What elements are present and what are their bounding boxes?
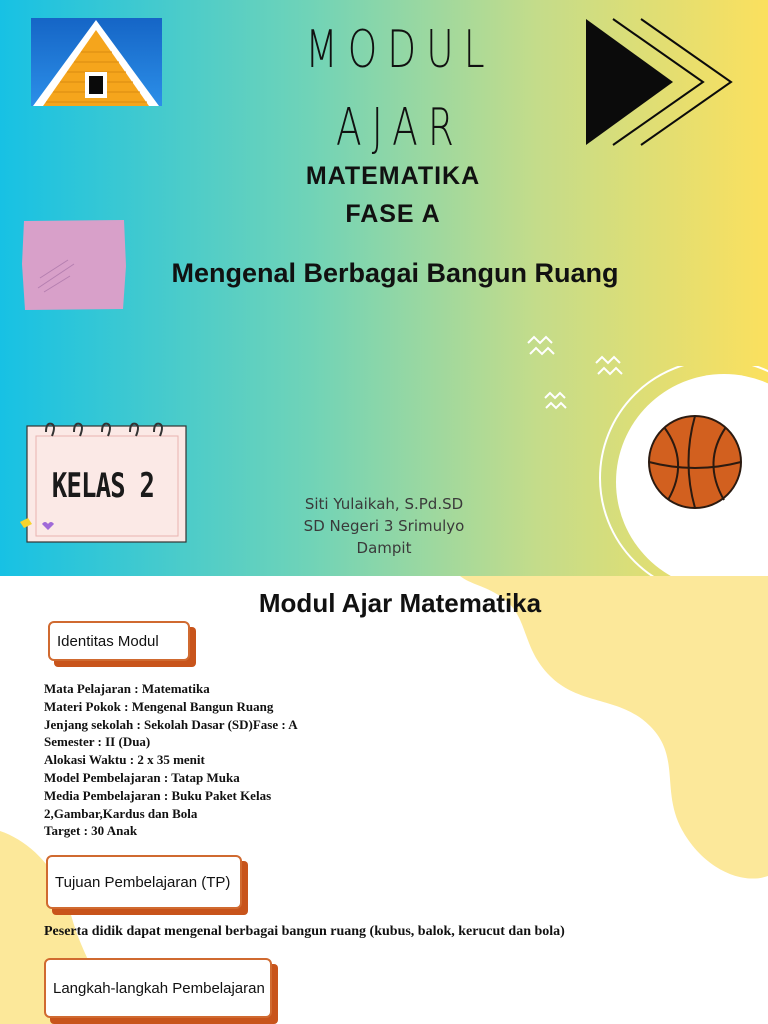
- identity-heading-box: [48, 621, 190, 661]
- list-item: Semester : II (Dua): [44, 734, 151, 750]
- house-photo: [31, 18, 162, 106]
- page-title: Modul Ajar Matematika: [258, 588, 542, 618]
- list-item: Media Pembelajaran : Buku Paket Kelas: [44, 787, 272, 803]
- topic-title: Mengenal Berbagai Bangun Ruang: [171, 258, 619, 288]
- class-label: KELAS 2: [51, 466, 155, 506]
- school-name: SD Negeri 3 Srimulyo: [303, 517, 465, 535]
- phase-title: FASE A: [345, 200, 441, 228]
- tp-heading-box: [46, 855, 242, 909]
- list-item: Jenjang sekolah : Sekolah Dasar (SD)Fase : A: [44, 716, 298, 732]
- list-item: Materi Pokok : Mengenal Bangun Ruang: [44, 698, 274, 714]
- yellow-blob: [440, 576, 768, 886]
- squiggle-icon: [526, 334, 556, 360]
- list-item: Target : 30 Anak: [44, 823, 138, 839]
- list-item: Model Pembelajaran : Tatap Muka: [44, 769, 240, 785]
- module-page: [0, 576, 768, 1024]
- identity-heading: Identitas Modul: [57, 632, 159, 650]
- list-item: 2,Gambar,Kardus dan Bola: [44, 805, 198, 821]
- basketball-icon: [598, 366, 768, 576]
- title-line-2: AJAR: [336, 98, 464, 158]
- title-line-1: MODUL: [305, 20, 495, 80]
- triple-arrow-icon: [583, 16, 735, 148]
- location-name: Dampit: [356, 539, 412, 557]
- squiggle-icon: [543, 390, 569, 414]
- steps-heading-box: [44, 958, 272, 1018]
- list-item: Mata Pelajaran : Matematika: [44, 681, 210, 696]
- list-item: Alokasi Waktu : 2 x 35 menit: [44, 752, 205, 768]
- author-name: Siti Yulaikah, S.Pd.SD: [304, 495, 464, 513]
- subject-title: MATEMATIKA: [305, 162, 481, 190]
- steps-heading: Langkah-langkah Pembelajaran: [53, 979, 265, 997]
- identity-list: [44, 680, 444, 840]
- tp-heading: Tujuan Pembelajaran (TP): [55, 873, 231, 891]
- tp-text: Peserta didik dapat mengenal berbagai bangun ruang (kubus, balok, kerucut dan bola): [44, 924, 565, 939]
